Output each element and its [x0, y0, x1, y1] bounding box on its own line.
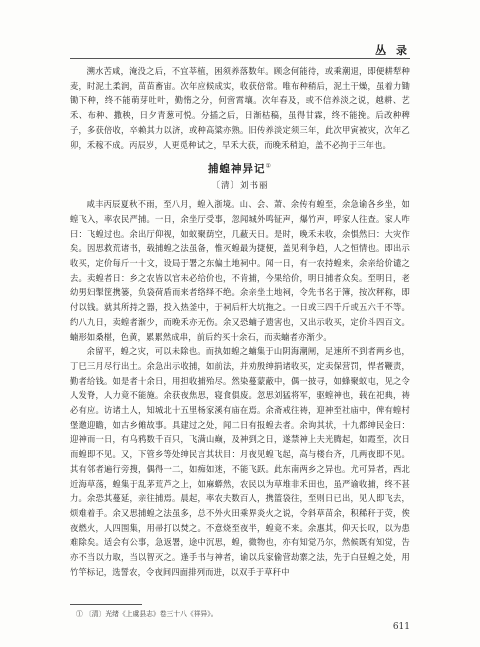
page-number: 611: [392, 622, 410, 632]
title-footnote-marker: ①: [265, 162, 272, 170]
article-author: 〔清〕刘书丽: [211, 181, 269, 192]
article-title-text: 捕蝗神异记: [208, 163, 266, 176]
footnote-rule: [70, 604, 142, 605]
paragraph-article-2: 余留平，蝗之灾，可以未除也。而执如蝗之蝻集于山阴海潮闸，足速所不到者两乡也，丁巳三月尽行出土。余急出示收捕，如前法，并劝殷绅捐诸收买，定卖保营罚，悍者鞭责，勤者给钱。如是者十余日，用担收捕殆尽。然染蔓蒙蔽中，偶一披寻，如蜂聚蚁屯，见之令人发脊，人力竟不能施。余获夜焦思，寝食俱废。忽思刘猛将军，驱蝗神也，载在祀典，祷必有应。访诸土人，知城北十五里杨家溪有庙在焉。余斋戒往祷，迎神至社庙中，俾有蝗村堡邀迎瞻，如古乡傩故事。具建过之处，闻二日有报蝗去者。余询其状，十九都绅民金曰：迎神而一日，有乌鸦数千百只，飞满山巅，及神到之日，遂禁神上夫光腾起，如霞至，次日而蝗即不见。又，下管乡等处绅民言其状目：月夜见蝗飞起，高与楼台齐，几两夜即不见。其有邻者遍行旁搜，偶得一二，如痴如迷，不能飞跃。此东南两乡之异也。尤可异者，西北近海草荡，蝗集于乱茅荒芦之上，如麻蟒然，农民以为草堆非禾田也，虽严谕收捕，终不甚力。余恐其蔓延，亲往捕焉。晨起，率农夫数百人，携篮袋往，至则日已出，见人即飞去，烦难着手。余又思捕蝗之法虽多，总不外火田乘界炎火之说，令斜草苗余，积稀秆于荧，俟夜燃火，人四围集，用帚打以焚之。不意烧至夜半，蝗竟不来。余惠其，仰天长叹，以为患难除矣。适会有公事，急返署，途中沉思，蝗，微物也，亦有知觉乃尔，然候既有知觉，告亦不当以力取，当以智灭之。逢手书与神者，谕以兵家偷营劫寨之法，先于白昼蝗之处，用竹竿标记，选誓农，令夜间四面排列而进，以双手于草秆中: [70, 346, 410, 577]
main-content: [70, 64, 410, 580]
paragraph-top-1: 溯水苦咸，淹没之后，不宜莘植，困须养落数年。顾念何能待，或乘潮退，即便耕犁种麦，时泥土柔润，苗苗畜宙。次年应候成实，收获倍常。唯布种稍后，泥土干燥，虽着力锄锄下种，终不能萌芽吐叶，勤惰之分，何啻霄壤。次年春及，或不信养淡之说，越耕、艺禾、布种、撒秧，日夕青葱可悦。分插之后，日渐枯稿，虽得甘霖，终不能挽。后改种稗子，多获倍收，卒赖其力以济，或种高粱亦熟。旧传养淡定须三年，此次甲寅被灾，次年乙卯，禾稼不成。丙辰岁，人更觅种试之，早禾大获，而晚禾稍迫，盖不必拘于三年也。: [70, 66, 410, 150]
paragraph-article-1: 咸丰丙辰夏秋不雨，至八月，蝗入浙境。山、会、萧、余传有蝗至，余急谕各乡坐，如蝗飞入，率农民严捕。一日，余坐厅受事，忽闻城外鸣钲声，爆竹声，呼家人往查。家人咋曰：飞蝗过也。余出厅仰视，如蚁聚荫空，几蔽天日。是时，晚禾未收，余惧然曰：大灾作矣。因思救荒诸书，载捕蝗之法虽备，惟灭蝗最为捷便，盖见利争趋，人之恒情也。即出示收买，定价每斤一十文，设局于署之东偏土地祠中。闻一日，有一农持蝗来，余亲给价谴之去。卖蝗者日：乡之农皆以官未必给价也，不肯捕，今果给价，明日捕者众矣。至明日，老幼男妇掣筐携篓，负袋荷盾而来者络绎不绝。余亲坐土地祠，令先书名于簿，按次秤称，即付以钱。就其所持之器，投入热釜中，于祠后杆大坑拖之。一日或三四千斤或五六千不等。约八九日，卖蝗者渐少，而晚禾亦无伤。余又恐蝻子遗害也，又出示收买，定价斗四百文。蝻形如桑椹，色黄，累累然成串，前后约买十余石，而卖蝻者亦渐少。: [70, 199, 410, 342]
running-header: 丛 录: [375, 44, 410, 57]
header-rule: [70, 58, 410, 59]
footnote: ① 〔清〕光绪《上虞县志》卷三十八《祥异》。: [76, 610, 218, 618]
article-title: [70, 161, 410, 176]
